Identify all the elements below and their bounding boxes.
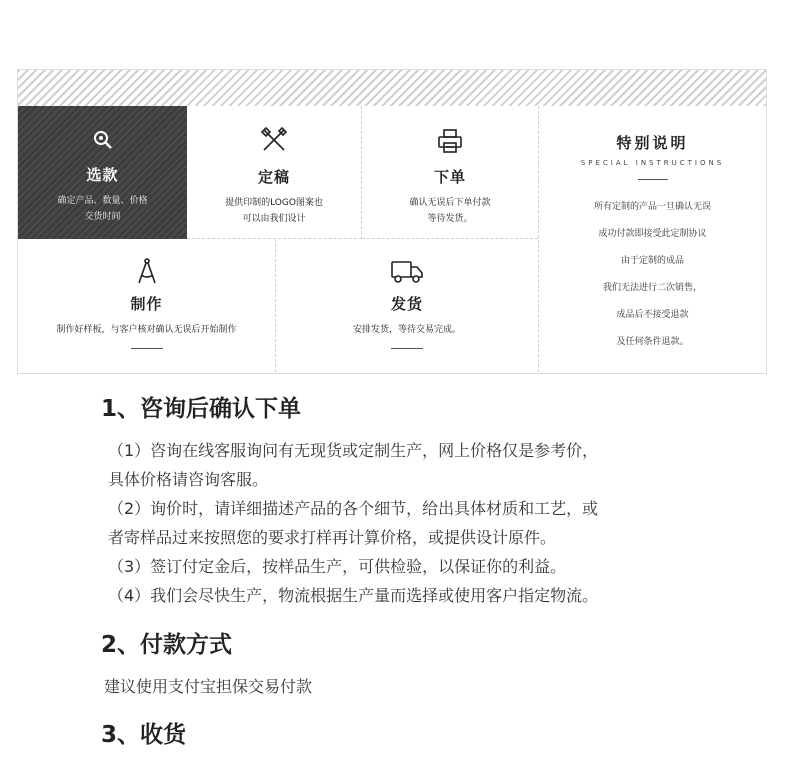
step-produce	[18, 239, 276, 372]
special-subtitle: SPECIAL INSTRUCTIONS	[580, 159, 725, 167]
paragraph-line: 建议使用支付宝担保交易付款	[104, 677, 313, 696]
paragraph-line: 者寄样品过来按照您的要求打样再计算价格，或提供设计原件。	[108, 528, 557, 547]
divider	[391, 348, 423, 349]
step-select	[18, 106, 187, 239]
step-title: 选款	[86, 166, 119, 184]
special-item: 由于定制的成品	[620, 256, 684, 266]
divider	[638, 179, 668, 180]
divider	[131, 348, 163, 349]
step-desc-line: 确定产品、数量、价格	[57, 196, 148, 206]
step-title: 定稿	[257, 168, 290, 186]
step-ship	[276, 239, 538, 372]
special-item: 成品后不接受退款	[616, 310, 689, 320]
special-item: 成功付款即接受此定制协议	[598, 229, 707, 239]
section-title: 1、咨询后确认下单	[101, 396, 302, 422]
striped-header	[18, 70, 766, 106]
paragraph-line: （2）询价时，请详细描述产品的各个细节，给出具体材质和工艺，或	[108, 499, 599, 518]
step-desc-line: 制作好样板，与客户核对确认无误后开始制作	[56, 325, 237, 335]
special-instructions-panel	[538, 106, 766, 372]
step-desc-line: 确认无误后下单付款	[409, 198, 491, 208]
section-body	[108, 436, 688, 610]
section-title: 2、付款方式	[101, 632, 233, 658]
step-desc-line: 交货时间	[84, 212, 121, 222]
design-tools-icon	[260, 126, 288, 154]
section-body	[104, 672, 684, 701]
step-order	[362, 106, 538, 239]
paragraph-line: （3）签订付定金后，按样品生产，可供检验，以保证你的利益。	[108, 557, 567, 576]
truck-icon	[390, 259, 424, 285]
special-title: 特别说明	[616, 134, 689, 152]
step-finalize	[187, 106, 362, 239]
paragraph-line: （4）我们会尽快生产，物流根据生产量而选择或使用客户指定物流。	[108, 586, 599, 605]
step-desc-line: 安排发货，等待交易完成。	[352, 325, 461, 335]
step-desc-line: 提供印制的LOGO图案也	[225, 198, 323, 208]
special-item: 所有定制的产品一旦确认无误	[593, 202, 711, 212]
section-title: 3、收货	[101, 722, 187, 748]
special-item: 及任何条件退款。	[616, 337, 689, 347]
step-desc-line: 等待发货。	[427, 214, 473, 224]
special-item: 我们无法进行二次销售，	[602, 283, 702, 293]
printer-icon	[436, 128, 464, 154]
search-icon	[91, 128, 115, 152]
step-title: 下单	[433, 168, 466, 186]
step-title: 发货	[390, 295, 423, 313]
process-banner	[17, 69, 767, 374]
compass-icon	[136, 257, 158, 285]
step-desc-line: 可以由我们设计	[242, 214, 306, 224]
paragraph-line: 具体价格请咨询客服。	[108, 470, 269, 489]
paragraph-line: （1）咨询在线客服询问有无现货或定制生产，网上价格仅是参考价，	[108, 441, 599, 460]
step-title: 制作	[130, 295, 163, 313]
